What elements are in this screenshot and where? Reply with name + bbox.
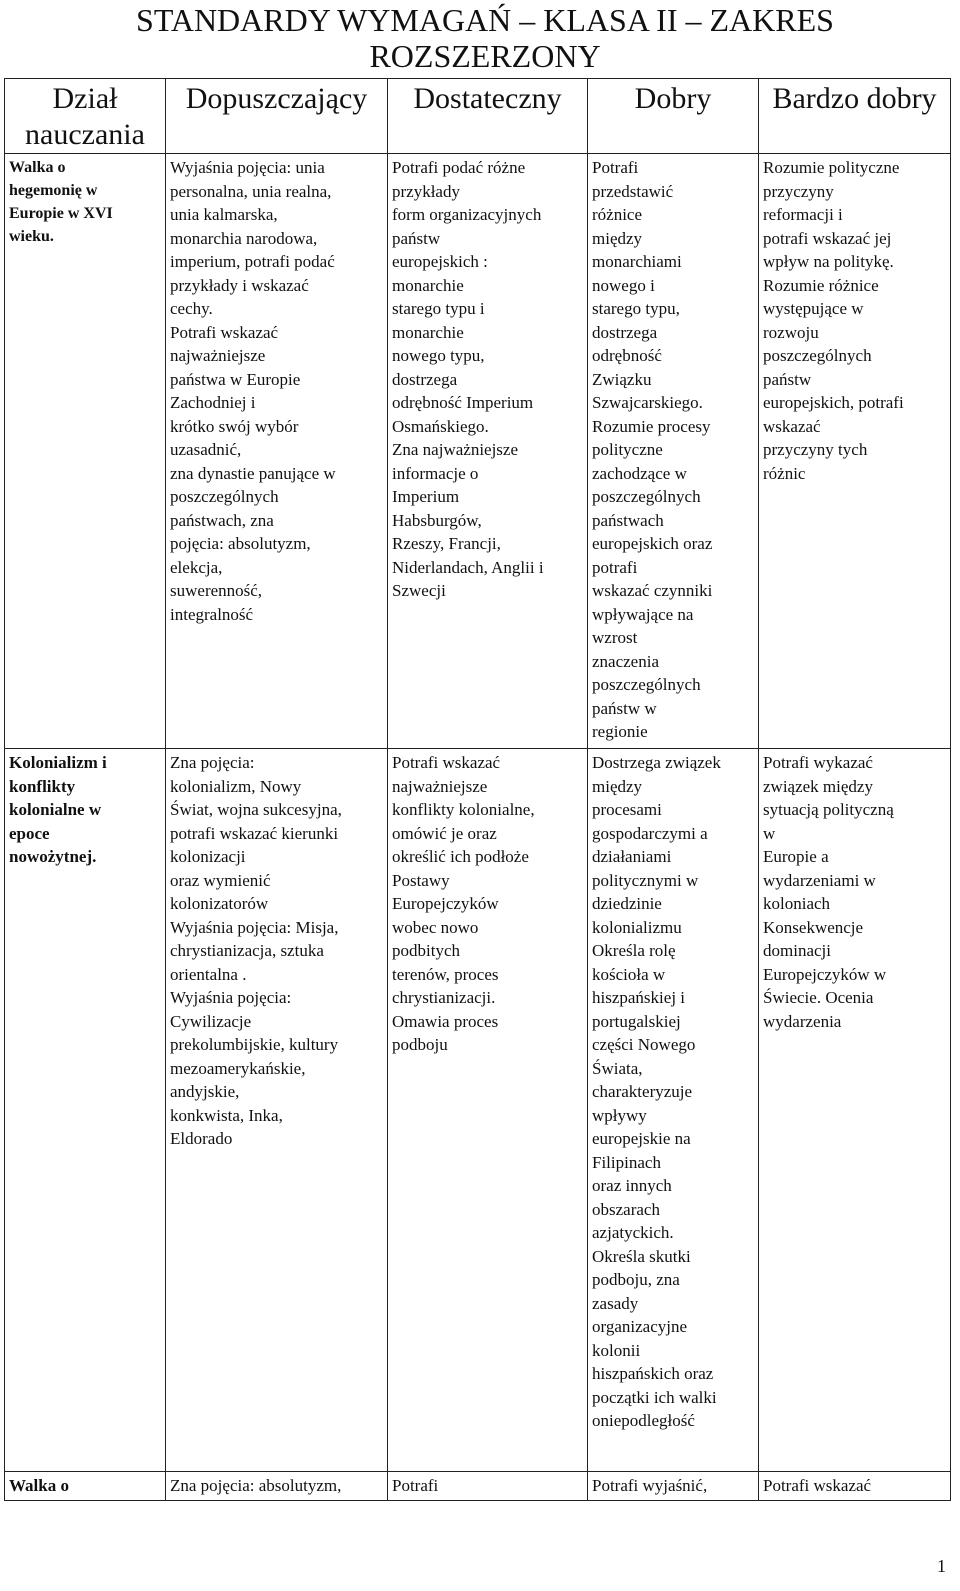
cell-line: oraz wymienić (170, 870, 271, 890)
header-dzial: Dział nauczania (5, 79, 166, 154)
cell-line: gospodarczymi a (592, 823, 708, 843)
cell-line: przyczyny tych (763, 440, 868, 459)
cell-line: kolonialne w (9, 800, 102, 819)
cell-line: państwach, zna (170, 510, 274, 530)
row1-dobry (588, 154, 759, 749)
row1-dopuszczajacy (166, 154, 388, 749)
cell-line: krótko swój wybór (170, 416, 299, 436)
cell-line: Potrafi wykazać (763, 753, 873, 772)
table-row (5, 749, 951, 1472)
cell-line: Kolonializm i (9, 753, 107, 772)
cell-line: reformacji i (763, 205, 843, 224)
cell-line: Zna najważniejsze (392, 440, 519, 459)
cell-line: podboju, zna (592, 1270, 680, 1289)
cell-line: Szwajcarskiego. (592, 393, 703, 412)
cell-line: zachodzące w (592, 463, 687, 483)
cell-line: Szwecji (392, 581, 446, 600)
cell-line: charakteryzuje (592, 1082, 693, 1101)
cell-line: Wyjaśnia pojęcia: (170, 988, 292, 1007)
cell-line: Walka o (9, 159, 66, 176)
cell-line: części Nowego (592, 1035, 696, 1054)
cell-line: nowego typu, (392, 346, 485, 365)
cell-line: Rozumie różnice (763, 275, 879, 295)
cell-line: elekcja, (170, 557, 223, 577)
cell-line: polityczne (592, 440, 663, 459)
cell-line: wieku. (9, 228, 54, 245)
cell-line: kolonializm, Nowy (170, 776, 302, 796)
cell-line: konkwista, Inka, (170, 1105, 283, 1125)
cell-line: Potrafi (592, 158, 639, 177)
cell-line: Eldorado (170, 1129, 233, 1148)
table-row (5, 154, 951, 749)
cell-line: Potrafi wskazać (170, 322, 279, 342)
cell-line: państw (392, 228, 441, 248)
cell-line: Rzeszy, Francji, (392, 534, 501, 553)
row3-dzial (5, 1472, 166, 1501)
page-title (90, 2, 880, 74)
header-dopuszczajacy: Dopuszczający (166, 79, 388, 154)
cell-line: europejskich : (392, 252, 488, 271)
cell-line: Europie a (763, 847, 829, 866)
table-row (5, 1472, 951, 1501)
cell-line: Określa rolę (592, 941, 676, 960)
cell-line: Filipinach (592, 1152, 661, 1172)
cell-line: Potrafi podać różne (392, 158, 526, 177)
header-row (5, 79, 951, 154)
cell-line: państwa w Europie (170, 369, 301, 389)
cell-line: państw w (592, 698, 657, 718)
cell-line: kolonii (592, 1340, 641, 1360)
cell-line: monarchiami (592, 252, 682, 271)
cell-line: politycznymi w (592, 870, 699, 890)
cell-line: Imperium (392, 487, 460, 506)
cell-line: przyczyny (763, 181, 834, 201)
header-bardzo-dobry: Bardzo dobry (759, 79, 951, 154)
cell-line: rozwoju (763, 322, 819, 342)
cell-line: przedstawić (592, 181, 674, 201)
cell-line: integralność (170, 604, 254, 624)
cell-line: wpływ na politykę. (763, 252, 894, 271)
cell-line: Omawia proces (392, 1011, 499, 1031)
cell-line: Związku (592, 369, 652, 389)
cell-line: obszarach (592, 1199, 660, 1219)
cell-line: przykłady i wskazać (170, 275, 309, 295)
cell-line: Określa skutki (592, 1246, 691, 1266)
cell-line: azjatyckich. (592, 1223, 674, 1242)
cell-line: kolonizatorów (170, 894, 269, 913)
row3-dostateczny (388, 1472, 588, 1501)
cell-line: europejskich, potrafi (763, 393, 904, 412)
cell-line: występujące w (763, 299, 864, 318)
cell-line: Potrafi wskazać (763, 1476, 872, 1495)
row3-dobry (588, 1472, 759, 1501)
cell-line: potrafi wskazać kierunki (170, 823, 339, 843)
cell-line: chrystianizacja, sztuka (170, 941, 324, 960)
cell-line: monarchie (392, 275, 464, 295)
cell-line: imperium, potrafi podać (170, 252, 335, 271)
cell-line: sytuacją polityczną (763, 800, 894, 819)
row1-dostateczny (388, 154, 588, 749)
row2-bardzo-dobry (759, 749, 951, 1472)
cell-line: różnice (592, 205, 643, 224)
cell-line: podbitych (392, 941, 460, 960)
cell-line: odrębność Imperium (392, 393, 534, 412)
header-dobry: Dobry (588, 79, 759, 154)
cell-line: hegemonię w (9, 182, 98, 199)
cell-line: europejskie na (592, 1129, 691, 1148)
cell-line: wydarzeniami w (763, 870, 876, 890)
cell-line: kolonizacji (170, 847, 246, 866)
cell-line: Zna pojęcia: (170, 753, 255, 772)
cell-line: portugalskiej (592, 1011, 681, 1031)
cell-line: monarchie (392, 322, 464, 342)
cell-line: Europejczyków (392, 894, 499, 913)
cell-line: konflikty kolonialne, (392, 800, 535, 819)
cell-line: nowożytnej. (9, 847, 97, 866)
cell-line: Europie w XVI (9, 205, 113, 222)
cell-line: cechy. (170, 299, 213, 318)
cell-line: nowego i (592, 275, 655, 295)
cell-line: podboju (392, 1035, 448, 1054)
cell-line: hiszpańskiej i (592, 988, 686, 1007)
cell-line: Dostrzega związek (592, 753, 721, 772)
cell-line: wzrost (592, 628, 638, 647)
standards-table (4, 78, 951, 1501)
row2-dostateczny (388, 749, 588, 1472)
cell-line: prekolumbijskie, kultury (170, 1035, 339, 1054)
header-dostateczny: Dostateczny (388, 79, 588, 154)
cell-line: Europejczyków w (763, 964, 887, 984)
cell-line: między (592, 776, 643, 796)
cell-line: Postawy (392, 870, 450, 890)
cell-line: wskazać czynniki (592, 581, 713, 600)
cell-line: Osmańskiego. (392, 416, 489, 436)
cell-line: Niderlandach, Anglii i (392, 557, 544, 577)
title-line-2: ROZSZERZONY (369, 38, 601, 74)
row3-dopuszczajacy (166, 1472, 388, 1501)
cell-line: kolonializmu (592, 917, 682, 937)
cell-line: dziedzinie (592, 894, 662, 913)
cell-line: procesami (592, 800, 662, 819)
cell-line: przykłady (392, 181, 460, 201)
cell-line: potrafi (592, 557, 638, 577)
cell-line: kościoła w (592, 964, 666, 984)
cell-line: form organizacyjnych (392, 205, 542, 224)
cell-line: określić ich podłoże (392, 847, 529, 866)
cell-line: poszczególnych (592, 675, 701, 694)
title-line-1: STANDARDY WYMAGAŃ – KLASA II – ZAKRES (136, 2, 834, 38)
cell-line: Zachodniej i (170, 393, 256, 412)
cell-line: Rozumie polityczne (763, 158, 900, 177)
cell-line: terenów, proces (392, 964, 499, 984)
cell-line: między (592, 228, 643, 248)
cell-line: Cywilizacje (170, 1011, 252, 1031)
cell-line: Potrafi (392, 1476, 439, 1495)
row2-dopuszczajacy (166, 749, 388, 1472)
cell-line: dostrzega (392, 369, 458, 389)
cell-line: starego typu i (392, 299, 485, 318)
cell-line: mezoamerykańskie, (170, 1058, 306, 1078)
cell-line: personalna, unia realna, (170, 181, 332, 201)
row1-bardzo-dobry (759, 154, 951, 749)
cell-line: Konsekwencje (763, 917, 864, 937)
row1-dzial (5, 154, 166, 749)
row3-bardzo-dobry (759, 1472, 951, 1501)
cell-line: koloniach (763, 894, 831, 913)
cell-line: unia kalmarska, (170, 205, 278, 224)
cell-line: suwerenność, (170, 581, 263, 600)
cell-line: europejskich oraz (592, 534, 713, 553)
cell-line: poszczególnych (763, 346, 872, 365)
cell-line: Rozumie procesy (592, 416, 711, 436)
cell-line: państwach (592, 510, 664, 530)
cell-line: wskazać (763, 416, 821, 436)
cell-line: hiszpańskich oraz (592, 1364, 714, 1383)
cell-line: konflikty (9, 776, 76, 796)
cell-line: epoce (9, 823, 50, 843)
cell-line: wpływy (592, 1105, 647, 1125)
cell-line: dostrzega (592, 322, 658, 342)
cell-line: andyjskie, (170, 1082, 240, 1101)
cell-line: zna dynastie panujące w (170, 463, 336, 483)
cell-line: różnic (763, 463, 806, 483)
cell-line: związek między (763, 776, 873, 796)
cell-line: chrystianizacji. (392, 988, 496, 1007)
row2-dobry (588, 749, 759, 1472)
cell-line: odrębność (592, 346, 662, 365)
cell-line: Świecie. Ocenia (763, 988, 874, 1007)
cell-line: znaczenia (592, 651, 659, 671)
cell-line: działaniami (592, 847, 672, 866)
cell-line: Świat, wojna sukcesyjna, (170, 800, 342, 819)
cell-line: poszczególnych (170, 487, 279, 506)
cell-line: wpływające na (592, 604, 694, 624)
cell-line: Potrafi wyjaśnić, (592, 1476, 708, 1495)
cell-line: w (763, 823, 776, 843)
cell-line: regionie (592, 722, 648, 741)
page-number: 1 (937, 1556, 946, 1576)
cell-line: organizacyjne (592, 1317, 688, 1336)
cell-line: oniepodległość (592, 1411, 695, 1430)
row2-dzial (5, 749, 166, 1472)
cell-line: początki ich walki (592, 1387, 717, 1407)
cell-line: Zna pojęcia: absolutyzm, (170, 1476, 342, 1495)
cell-line: potrafi wskazać jej (763, 228, 892, 248)
cell-line: najważniejsze (170, 346, 266, 365)
cell-line: uzasadnić, (170, 440, 242, 459)
cell-line: informacje o (392, 463, 479, 483)
cell-line: omówić je oraz (392, 823, 497, 843)
cell-line: Świata, (592, 1058, 643, 1078)
cell-line: monarchia narodowa, (170, 228, 318, 248)
cell-line: Wyjaśnia pojęcia: Misja, (170, 917, 339, 937)
cell-line: dominacji (763, 941, 831, 960)
cell-line: starego typu, (592, 299, 680, 318)
cell-line: wydarzenia (763, 1011, 842, 1031)
cell-line: oraz innych (592, 1176, 672, 1195)
cell-line: wobec nowo (392, 917, 479, 937)
cell-line: poszczególnych (592, 487, 701, 506)
cell-line: Wyjaśnia pojęcia: unia (170, 158, 325, 177)
cell-line: najważniejsze (392, 776, 488, 796)
cell-line: zasady (592, 1293, 639, 1313)
cell-line: Habsburgów, (392, 510, 482, 530)
cell-line: orientalna . (170, 964, 247, 984)
cell-line: Walka o (9, 1476, 69, 1495)
cell-line: Potrafi wskazać (392, 753, 501, 772)
cell-line: państw (763, 369, 812, 389)
cell-line: pojęcia: absolutyzm, (170, 534, 311, 553)
